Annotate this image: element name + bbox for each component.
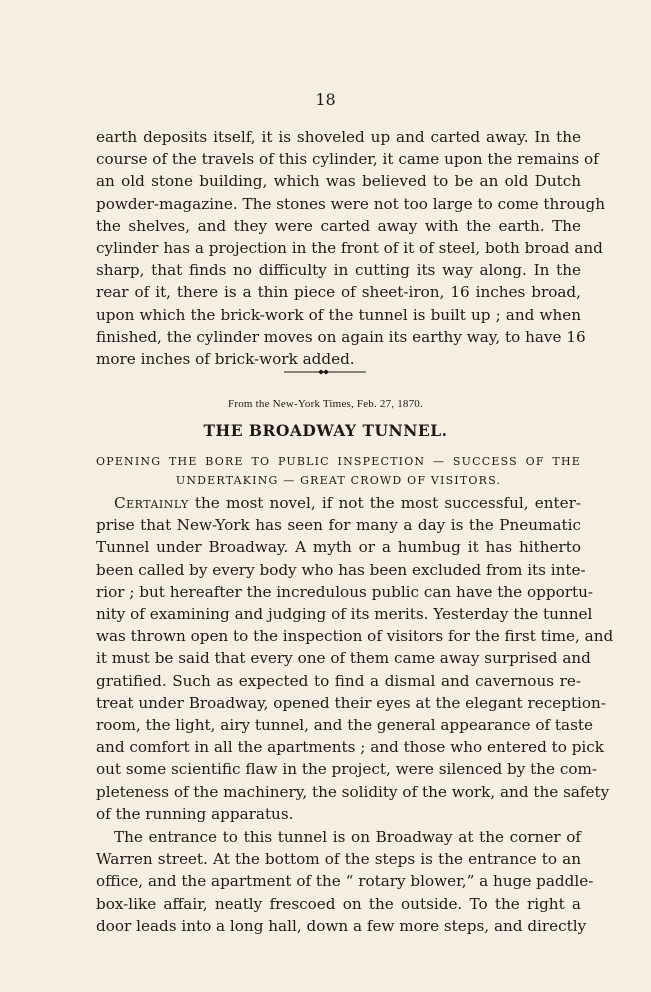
article-headline: THE BROADWAY TUNNEL. bbox=[203, 421, 448, 440]
text-line: pleteness of the machinery, the solidity of the work, and the safety bbox=[96, 782, 610, 801]
text-line: treat under Broadway, opened their eyes at the elegant reception- bbox=[96, 693, 606, 712]
subheading-line: UNDERTAKING — GREAT CROWD OF VISITORS. bbox=[175, 474, 502, 487]
text-line: it must be said that every one of them came away surprised and bbox=[96, 649, 591, 668]
paragraph-tunnel-construction bbox=[96, 126, 606, 370]
article-subheading bbox=[96, 452, 581, 490]
text-line: box-like affair, neatly frescoed on the outside. To the right a bbox=[96, 894, 581, 913]
text-line: finished, the cylinder moves on again its earthy way, to have 16 bbox=[96, 327, 586, 346]
text-line: sharp, that finds no difficulty in cutting its way along. In the bbox=[96, 261, 581, 280]
subheading-line: OPENING THE BORE TO PUBLIC INSPECTION — SUCCESS OF THE bbox=[96, 455, 581, 468]
text-line: course of the travels of this cylinder, it came upon the remains of bbox=[96, 150, 599, 169]
text-line: prise that New-York has seen for many a day is the Pneumatic bbox=[96, 516, 581, 535]
text-line: of the running apparatus. bbox=[96, 804, 294, 823]
text-line: and comfort in all the apartments ; and those who entered to pick bbox=[96, 738, 604, 757]
text-line: The entrance to this tunnel is on Broadway at the corner of bbox=[114, 828, 581, 846]
text-line: room, the light, airy tunnel, and the general appearance of taste bbox=[96, 716, 593, 735]
text-line: nity of examining and judging of its merits. Yesterday the tunnel bbox=[96, 605, 593, 624]
paragraph-article-opening bbox=[96, 492, 614, 825]
drop-word: Certainly bbox=[114, 494, 189, 512]
text-line: earth deposits itself, it is shoveled up and carted away. In the bbox=[96, 128, 581, 146]
text-line: powder-magazine. The stones were not too large to come through bbox=[96, 194, 606, 213]
text-line: rior ; but hereafter the incredulous public can have the opportu- bbox=[96, 582, 593, 601]
text-line bbox=[96, 492, 581, 514]
text-line: cylinder has a projection in the front of it of steel, both broad and bbox=[96, 239, 603, 258]
text-line: was thrown open to the inspection of visitors for the first time, and bbox=[96, 627, 614, 646]
text-line: office, and the apartment of the “ rotary blower,” a huge paddle- bbox=[96, 872, 594, 891]
text-line: rear of it, there is a thin piece of sheet-iron, 16 inches broad, bbox=[96, 283, 581, 302]
section-divider-ornament bbox=[284, 368, 366, 376]
page-number: 18 bbox=[315, 90, 336, 109]
text-line: been called by every body who has been excluded from its inte- bbox=[96, 560, 586, 579]
text-line: the shelves, and they were carted away with the earth. The bbox=[96, 216, 581, 235]
text-line: Warren street. At the bottom of the steps is the entrance to an bbox=[96, 850, 581, 869]
text-line: gratified. Such as expected to find a dismal and cavernous re- bbox=[96, 671, 581, 690]
text-line: door leads into a long hall, down a few more steps, and directly bbox=[96, 916, 587, 935]
text-line: Tunnel under Broadway. A myth or a humbug it has hitherto bbox=[96, 538, 581, 557]
paragraph-tunnel-entrance bbox=[96, 826, 594, 937]
text-line: upon which the brick-work of the tunnel is built up ; and when bbox=[96, 305, 581, 324]
text-line: out some scientific flaw in the project, were silenced by the com- bbox=[96, 760, 598, 779]
text-line: more inches of brick-work added. bbox=[96, 350, 355, 369]
source-citation: From the New-York Times, Feb. 27, 1870. bbox=[228, 398, 423, 410]
text-line: an old stone building, which was believed to be an old Dutch bbox=[96, 172, 581, 191]
text-run: the most novel, if not the most successful, enter- bbox=[188, 494, 581, 512]
